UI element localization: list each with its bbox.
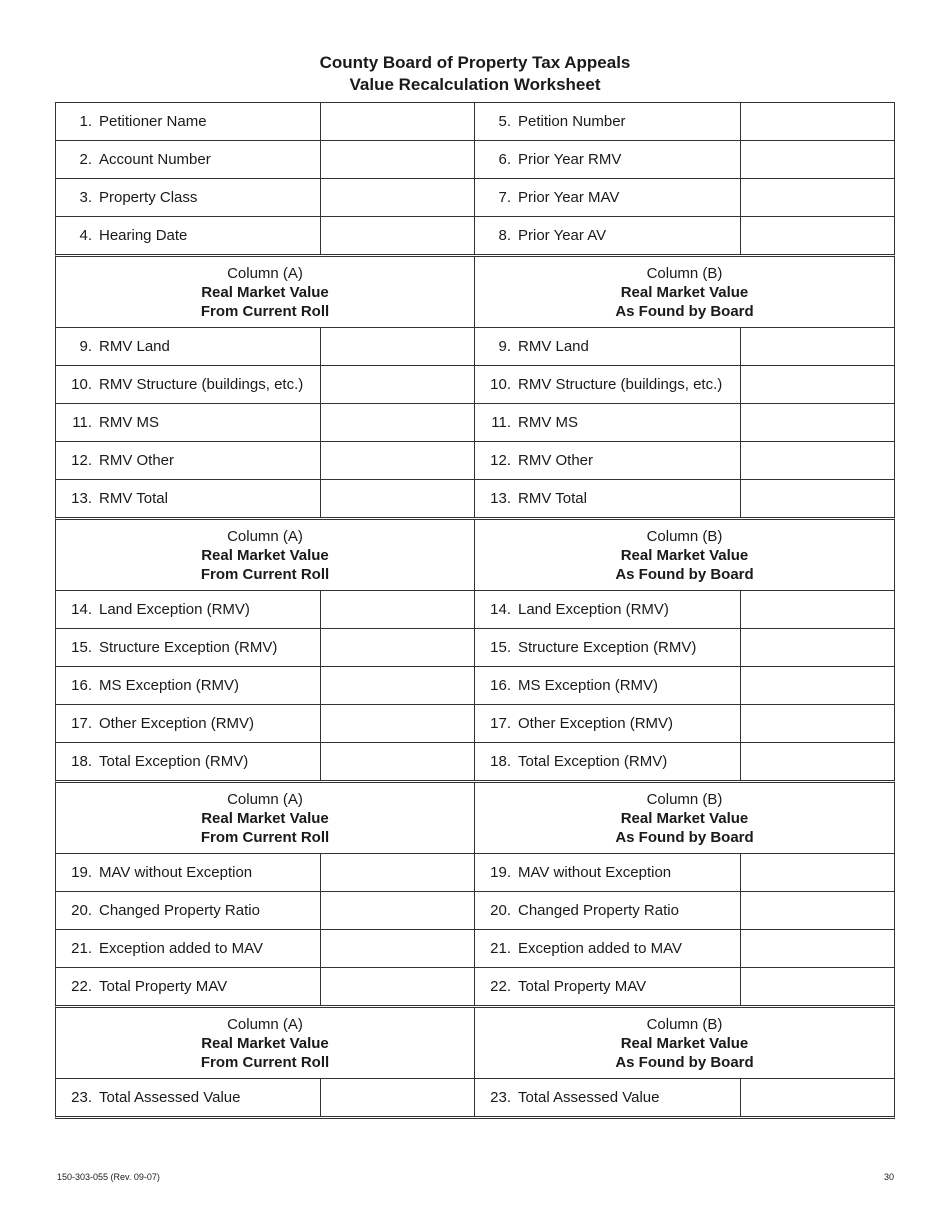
value-row: [56, 968, 894, 1005]
line-number: 23.: [490, 1089, 511, 1106]
prior-year-av-field[interactable]: [741, 217, 894, 254]
column-a-value-field[interactable]: [321, 743, 475, 780]
column-a-value-field[interactable]: [321, 930, 475, 967]
column-a-value-field[interactable]: [321, 667, 475, 704]
line-label: Land Exception (RMV): [99, 601, 250, 618]
petition-number-field[interactable]: [741, 103, 894, 140]
value-row: [56, 629, 894, 667]
column-a-value-field[interactable]: [321, 328, 475, 365]
field-label: [475, 629, 741, 666]
column-b-value-field[interactable]: [741, 480, 894, 517]
column-a-header-line3: From Current Roll: [200, 566, 330, 583]
column-a-value-field[interactable]: [321, 366, 475, 403]
field-label: 2. Account Number: [56, 141, 321, 178]
column-a-value-field[interactable]: [321, 442, 475, 479]
column-b-header-line3: As Found by Board: [615, 829, 754, 846]
field-label: 3. Property Class: [56, 179, 321, 216]
field-label: [475, 591, 741, 628]
title-line-1: County Board of Property Tax Appeals: [319, 53, 631, 72]
column-b-header-line1: Column (B): [646, 528, 723, 545]
column-b-header: [475, 1008, 894, 1078]
column-b-header: [475, 783, 894, 853]
values-section: [55, 517, 895, 780]
field-label: [475, 366, 741, 403]
column-b-value-field[interactable]: [741, 404, 894, 441]
line-number: 9.: [498, 338, 511, 355]
column-a-header-line1: Column (A): [227, 265, 303, 282]
line-number: 12.: [490, 452, 511, 469]
line-label: Other Exception (RMV): [99, 715, 255, 732]
value-row: [56, 705, 894, 743]
line-number: 13.: [490, 490, 511, 507]
info-row: [56, 179, 894, 217]
line-label: RMV Total: [518, 490, 587, 507]
field-label: [56, 930, 321, 967]
column-b-header-line2: Real Market Value: [620, 547, 749, 564]
column-b-header-line3: As Found by Board: [615, 566, 754, 583]
line-number: 9.: [79, 338, 92, 355]
line-number: 11.: [72, 414, 92, 431]
column-header-row: [56, 1008, 894, 1079]
column-a-header-line3: From Current Roll: [200, 1054, 330, 1071]
line-number: 13.: [71, 490, 92, 507]
column-b-value-field[interactable]: [741, 1079, 894, 1116]
column-b-header-line2: Real Market Value: [620, 810, 749, 827]
line-number: 22.: [71, 978, 92, 995]
field-label: [56, 629, 321, 666]
column-a-header-line3: From Current Roll: [200, 829, 330, 846]
column-b-value-field[interactable]: [741, 366, 894, 403]
line-label: MS Exception (RMV): [99, 677, 240, 694]
info-section: [55, 103, 895, 254]
line-number: 12.: [71, 452, 92, 469]
value-row: [56, 892, 894, 930]
values-section: [55, 254, 895, 517]
line-number: 17.: [490, 715, 511, 732]
field-label: [475, 854, 741, 891]
column-b-header: [475, 257, 894, 327]
field-label: 4. Hearing Date: [56, 217, 321, 254]
line-label: RMV Land: [99, 338, 170, 355]
line-number: 15.: [71, 639, 92, 656]
line-number: 20.: [71, 902, 92, 919]
line-label: RMV Structure (buildings, etc.): [99, 376, 304, 393]
field-label: 7. Prior Year MAV: [475, 179, 741, 216]
title-line-2: Value Recalculation Worksheet: [349, 75, 601, 94]
line-label: RMV Other: [99, 452, 175, 469]
line-number: 20.: [490, 902, 511, 919]
column-a-header-line2: Real Market Value: [201, 547, 329, 564]
field-label: [56, 480, 321, 517]
column-b-header-line3: As Found by Board: [615, 303, 754, 320]
line-number: 14.: [71, 601, 92, 618]
line-number: 21.: [71, 940, 92, 957]
field-label: [475, 705, 741, 742]
line-label: Other Exception (RMV): [518, 715, 674, 732]
field-label: [56, 743, 321, 780]
line-number: 10.: [490, 376, 511, 393]
column-a-header-line1: Column (A): [227, 791, 303, 808]
column-a-value-field[interactable]: [321, 854, 475, 891]
column-a-header-line3: From Current Roll: [200, 303, 330, 320]
column-b-value-field[interactable]: [741, 892, 894, 929]
line-number: 21.: [490, 940, 511, 957]
field-label: [475, 480, 741, 517]
line-label: RMV MS: [518, 414, 578, 431]
value-row: [56, 591, 894, 629]
field-label: [56, 328, 321, 365]
line-label: Total Property MAV: [518, 978, 647, 995]
line-label: RMV Total: [99, 490, 168, 507]
value-row: [56, 667, 894, 705]
line-number: 22.: [490, 978, 511, 995]
column-a-value-field[interactable]: [321, 480, 475, 517]
column-a-value-field[interactable]: [321, 968, 475, 1005]
column-a-value-field[interactable]: [321, 404, 475, 441]
prior-year-rmv-field[interactable]: [741, 141, 894, 178]
line-label: MAV without Exception: [99, 864, 253, 881]
values-section: [55, 1005, 895, 1119]
line-number: 16.: [490, 677, 511, 694]
column-a-value-field[interactable]: [321, 705, 475, 742]
account-number-field[interactable]: [321, 141, 475, 178]
column-b-value-field[interactable]: [741, 705, 894, 742]
column-a-header-line2: Real Market Value: [201, 810, 329, 827]
field-label: [475, 328, 741, 365]
column-header-row: [56, 257, 894, 328]
petitioner-name-field[interactable]: [321, 103, 475, 140]
line-label: RMV Other: [518, 452, 594, 469]
line-number: 19.: [71, 864, 92, 881]
column-a-header-line1: Column (A): [227, 528, 303, 545]
field-label: [56, 442, 321, 479]
field-label: [475, 442, 741, 479]
field-label: [56, 705, 321, 742]
line-label: RMV Structure (buildings, etc.): [518, 376, 723, 393]
field-label: 8. Prior Year AV: [475, 217, 741, 254]
values-section: [55, 780, 895, 1005]
field-label: [56, 591, 321, 628]
column-a-header: [56, 257, 475, 327]
field-label: [475, 892, 741, 929]
page-number: 30: [883, 1172, 894, 1182]
column-a-value-field[interactable]: [321, 1079, 475, 1116]
column-b-value-field[interactable]: [741, 667, 894, 704]
line-number: 14.: [490, 601, 511, 618]
field-label: [56, 366, 321, 403]
prior-year-mav-field[interactable]: [741, 179, 894, 216]
line-number: 17.: [71, 715, 92, 732]
value-row: [56, 743, 894, 780]
column-b-value-field[interactable]: [741, 930, 894, 967]
column-b-header-line2: Real Market Value: [620, 284, 749, 301]
field-label: [56, 667, 321, 704]
value-row: [56, 366, 894, 404]
line-label: MS Exception (RMV): [518, 677, 659, 694]
value-row: [56, 328, 894, 366]
line-number: 18.: [490, 753, 511, 770]
value-row: [56, 1079, 894, 1116]
column-a-header-line2: Real Market Value: [201, 284, 329, 301]
column-a-header-line2: Real Market Value: [201, 1035, 329, 1052]
line-label: Total Assessed Value: [99, 1089, 241, 1106]
worksheet-form: [55, 102, 895, 1119]
line-label: Structure Exception (RMV): [99, 639, 278, 656]
value-row: [56, 854, 894, 892]
form-number: 150-303-055 (Rev. 09-07): [57, 1172, 160, 1182]
column-a-header: [56, 1008, 475, 1078]
line-label: Exception added to MAV: [518, 940, 682, 957]
column-b-value-field[interactable]: [741, 629, 894, 666]
value-row: [56, 404, 894, 442]
column-b-header-line1: Column (B): [646, 265, 723, 282]
line-label: MAV without Exception: [518, 864, 672, 881]
column-b-header-line3: As Found by Board: [615, 1054, 754, 1071]
field-label: [56, 892, 321, 929]
field-label: 6. Prior Year RMV: [475, 141, 741, 178]
column-b-value-field[interactable]: [741, 743, 894, 780]
field-label: [475, 930, 741, 967]
column-b-header-line2: Real Market Value: [620, 1035, 749, 1052]
info-row: [56, 217, 894, 254]
field-label: [475, 1079, 741, 1116]
column-b-value-field[interactable]: [741, 442, 894, 479]
field-label: [56, 854, 321, 891]
info-row: [56, 103, 894, 141]
page-title: [0, 52, 950, 96]
field-label: [475, 743, 741, 780]
column-b-header-line1: Column (B): [646, 1016, 723, 1033]
column-a-header: [56, 520, 475, 590]
column-b-header: [475, 520, 894, 590]
column-b-header-line1: Column (B): [646, 791, 723, 808]
value-row: [56, 930, 894, 968]
field-label: [475, 667, 741, 704]
value-row: [56, 442, 894, 480]
line-label: Structure Exception (RMV): [518, 639, 697, 656]
field-label: 5. Petition Number: [475, 103, 741, 140]
value-row: [56, 480, 894, 517]
column-a-header-line1: Column (A): [227, 1016, 303, 1033]
line-label: Total Property MAV: [99, 978, 228, 995]
column-header-row: [56, 783, 894, 854]
column-a-value-field[interactable]: [321, 591, 475, 628]
line-label: Total Exception (RMV): [518, 753, 668, 770]
line-label: Exception added to MAV: [99, 940, 263, 957]
field-label: [56, 404, 321, 441]
field-label: 1. Petitioner Name: [56, 103, 321, 140]
line-label: Total Assessed Value: [518, 1089, 660, 1106]
column-a-header: [56, 783, 475, 853]
hearing-date-field[interactable]: [321, 217, 475, 254]
field-label: [475, 968, 741, 1005]
field-label: [56, 968, 321, 1005]
line-label: RMV Land: [518, 338, 589, 355]
line-number: 15.: [490, 639, 511, 656]
column-b-value-field[interactable]: [741, 854, 894, 891]
field-label: [475, 404, 741, 441]
field-label: [56, 1079, 321, 1116]
property-class-field[interactable]: [321, 179, 475, 216]
line-label: Land Exception (RMV): [518, 601, 669, 618]
line-number: 10.: [71, 376, 92, 393]
column-header-row: [56, 520, 894, 591]
line-number: 23.: [71, 1089, 92, 1106]
line-label: Changed Property Ratio: [99, 902, 260, 919]
column-a-value-field[interactable]: [321, 629, 475, 666]
line-number: 18.: [71, 753, 92, 770]
line-number: 19.: [490, 864, 511, 881]
column-a-value-field[interactable]: [321, 892, 475, 929]
line-label: Changed Property Ratio: [518, 902, 679, 919]
column-b-value-field[interactable]: [741, 968, 894, 1005]
line-label: Total Exception (RMV): [99, 753, 249, 770]
info-row: [56, 141, 894, 179]
column-b-value-field[interactable]: [741, 591, 894, 628]
line-number: 11.: [491, 414, 511, 431]
line-number: 16.: [71, 677, 92, 694]
line-label: RMV MS: [99, 414, 159, 431]
column-b-value-field[interactable]: [741, 328, 894, 365]
